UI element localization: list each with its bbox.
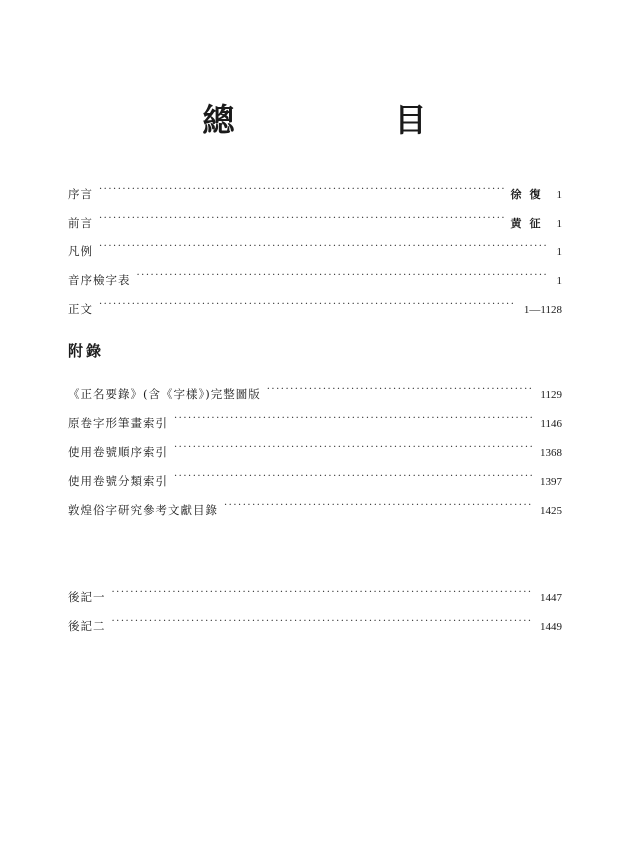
toc-entry-afterword-2[interactable]: [68, 614, 562, 635]
toc-entry-page: 1129: [540, 389, 562, 401]
toc-entry-title: 使用卷號順序索引: [68, 445, 168, 459]
toc-entry-appendix-stroke-index[interactable]: [68, 411, 562, 432]
dot-leader: [99, 211, 505, 227]
toc-entry-preface[interactable]: [68, 182, 562, 203]
toc-entry-title: 序言: [68, 187, 93, 201]
toc-entry-main-text[interactable]: [68, 297, 562, 318]
toc-entry-title: 正文: [68, 302, 93, 316]
dot-leader: [174, 469, 532, 485]
toc-entry-page: 1447: [540, 592, 562, 604]
toc-entry-afterword-1[interactable]: [68, 585, 562, 606]
toc-entry-author: 黄征: [510, 217, 549, 230]
toc-entry-page: 1368: [540, 447, 562, 459]
toc-entry-title: 使用卷號分類索引: [68, 474, 168, 488]
dot-leader: [99, 182, 505, 198]
toc-entry-appendix-sequence-index[interactable]: [68, 440, 562, 461]
toc-entry-page: 1146: [540, 418, 562, 430]
toc-entry-title: 原卷字形筆畫索引: [68, 416, 168, 430]
toc-entry-page: 1449: [540, 621, 562, 633]
page-title: 總 目: [202, 101, 491, 139]
toc-entry-foreword[interactable]: [68, 211, 562, 232]
toc-entry-title: 前言: [68, 216, 93, 230]
dot-leader: [137, 268, 549, 284]
dot-leader: [112, 585, 533, 601]
toc-entry-page: 1: [556, 189, 562, 201]
toc-entry-phonetic-index[interactable]: [68, 268, 562, 289]
toc-entry-page: 1: [556, 275, 562, 287]
toc-entry-appendix-bibliography[interactable]: [68, 498, 562, 519]
toc-entry-author: 徐復: [510, 188, 549, 201]
toc-entry-page: 1425: [540, 505, 562, 517]
toc-entry-title: 後記一: [68, 590, 106, 604]
toc-entry-page: 1: [556, 218, 562, 230]
toc-entry-title: 後記二: [68, 619, 106, 633]
dot-leader: [267, 382, 533, 398]
toc-entry-appendix-category-index[interactable]: [68, 469, 562, 490]
toc-entry-page: 1: [556, 246, 562, 258]
toc-entry-title: 《正名要錄》(含《字樣》)完整圖版: [68, 387, 261, 401]
dot-leader: [112, 614, 533, 630]
toc-entry-appendix-plates[interactable]: [68, 382, 562, 403]
toc-entry-title: 敦煌俗字研究參考文獻目錄: [68, 503, 218, 517]
dot-leader: [174, 411, 532, 427]
toc-entry-conventions[interactable]: [68, 239, 562, 260]
toc-entry-page: 1397: [540, 476, 562, 488]
toc-entry-title: 凡例: [68, 244, 93, 258]
appendix-heading: 附錄: [68, 342, 105, 360]
toc-entry-title: 音序檢字表: [68, 273, 131, 287]
dot-leader: [224, 498, 532, 514]
dot-leader: [99, 297, 516, 313]
dot-leader: [99, 239, 549, 255]
dot-leader: [174, 440, 532, 456]
toc-entry-page: 1—1128: [523, 304, 562, 316]
